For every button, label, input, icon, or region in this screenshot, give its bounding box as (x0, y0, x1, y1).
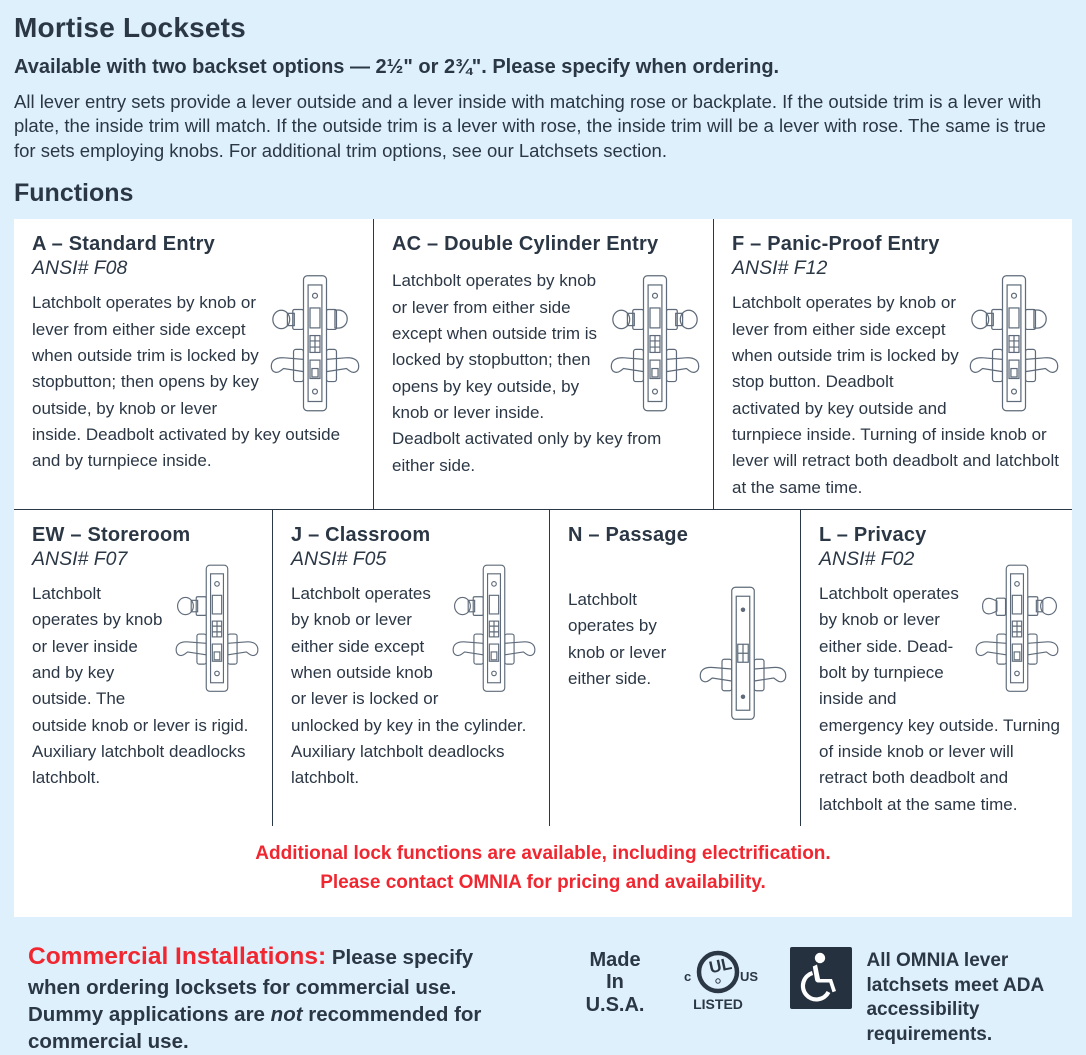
mortise-lock-illustration (974, 553, 1060, 705)
function-title: AC – Double Cylinder Entry (392, 233, 659, 256)
function-description: Latchbolt operates by knob or lever either side. (568, 589, 667, 688)
function-title: A – Standard Entry (32, 233, 215, 256)
function-cell-a-standard-entry (14, 219, 373, 509)
made-in-line-3: U.S.A. (585, 993, 645, 1016)
availability-note-line-2: Please contact OMNIA for pricing and availability. (320, 871, 766, 893)
availability-note (14, 826, 1072, 917)
mortise-lock-illustration (968, 270, 1060, 418)
functions-row-1 (14, 219, 1072, 509)
function-title: L – Privacy (819, 523, 927, 546)
ada-wheelchair-icon (790, 941, 852, 1014)
made-in-line-2: In (606, 971, 624, 994)
function-description: Latchbolt operates by knob or lever from either side except when outside trim is locked by stopbutton; then opens by key outside, by knob or lever inside. Deadbolt activated by key outside and by turnpiece inside. (32, 293, 341, 471)
functions-table (14, 219, 1072, 917)
ansi-number: ANSI# F02 (819, 547, 915, 570)
mortise-lock-illustration (609, 270, 701, 418)
function-description: Latchbolt operates by knob or lever from either side except when outside trim is locked by stopbutton; then opens by key outside, by knob or lever inside. Deadbolt activated only by key from either side. (392, 271, 662, 475)
ul-listed-logo (672, 941, 764, 1022)
commercial-installations-label: Commercial Installations: (28, 943, 327, 971)
commercial-installations-note (28, 941, 508, 1055)
function-cell-l-privacy (800, 510, 1072, 826)
function-cell-ew-storeroom (14, 510, 272, 826)
page-title: Mortise Locksets (14, 12, 246, 43)
function-title: EW – Storeroom (32, 523, 191, 546)
functions-heading: Functions (14, 179, 134, 208)
ansi-number: ANSI# F05 (291, 547, 387, 570)
mortise-lock-illustration (451, 553, 537, 705)
mortise-lock-illustration (269, 270, 361, 418)
commercial-text-italic: not (270, 1002, 303, 1026)
mortise-lock-illustration (174, 553, 260, 705)
functions-row-2 (14, 509, 1072, 826)
function-title: J – Classroom (291, 523, 431, 546)
ul-c-mark: c (684, 969, 692, 985)
function-title: F – Panic-Proof Entry (732, 233, 940, 256)
function-description: Latchbolt operates by knob or lever from either side except when outside trim is locked by stop button. Deadbolt activated by key outside and turnpiece inside. Turning of inside knob or lever will retract both deadbolt and latchbolt at the same time. (732, 293, 1059, 497)
ul-letters: UL (707, 954, 734, 978)
function-cell-j-classroom (272, 510, 549, 826)
function-description: Latchbolt operates by knob or lever inside and by key outside. The outside knob or lever is rigid. Auxiliary latchbolt deadlocks latchbolt. (32, 583, 249, 788)
function-description: Latchbolt operates by knob or lever either side except when outside knob or lever is locked or unlocked by key in the cylinder. Auxiliary latchbolt deadlocks latchbolt. (291, 583, 527, 788)
function-title: N – Passage (568, 523, 689, 546)
ansi-number: ANSI# F08 (32, 257, 128, 280)
commercial-text-after: recommended for commercial use. (28, 1002, 482, 1054)
commercial-text-before: Please specify when ordering locksets for commercial use. Dummy applications are (28, 946, 474, 1026)
page-footer (14, 941, 1072, 1055)
made-in-usa-label (586, 941, 645, 1016)
mortise-lock-illustration (698, 575, 788, 733)
function-cell-ac-double-cylinder-entry (373, 219, 713, 509)
intro-paragraph: All lever entry sets provide a lever outside and a lever inside with matching rose or backplate. If the outside trim is a lever with plate, the inside trim will match. If the outside trim is a lever with rose, the inside trim will be a lever with rose. The same is true for sets employing knobs. For additional trim options, see our Latchsets section. (14, 91, 1046, 161)
function-cell-f-panic-proof-entry (713, 219, 1072, 509)
backset-options-subtitle: Available with two backset options — 2½" or 2¾". Please specify when ordering. (14, 56, 780, 78)
ada-requirements-note: All OMNIA lever latchsets meet ADA accessibility requirements. (866, 950, 1044, 1046)
ul-us-mark: US (740, 969, 759, 985)
availability-note-line-1: Additional lock functions are available, including electrification. (255, 843, 831, 865)
ansi-number: ANSI# F12 (732, 257, 828, 280)
ul-listed-text: LISTED (693, 996, 744, 1013)
function-cell-n-passage (549, 510, 800, 826)
ansi-number: ANSI# F07 (32, 547, 128, 570)
made-in-line-1: Made (589, 949, 641, 972)
function-description: Latchbolt operates by knob or lever either side. Dead-bolt by turnpiece inside and emergency key outside. Turning of inside knob or lever will retract both deadbolt and latchbolt at the same time. (819, 583, 1060, 814)
